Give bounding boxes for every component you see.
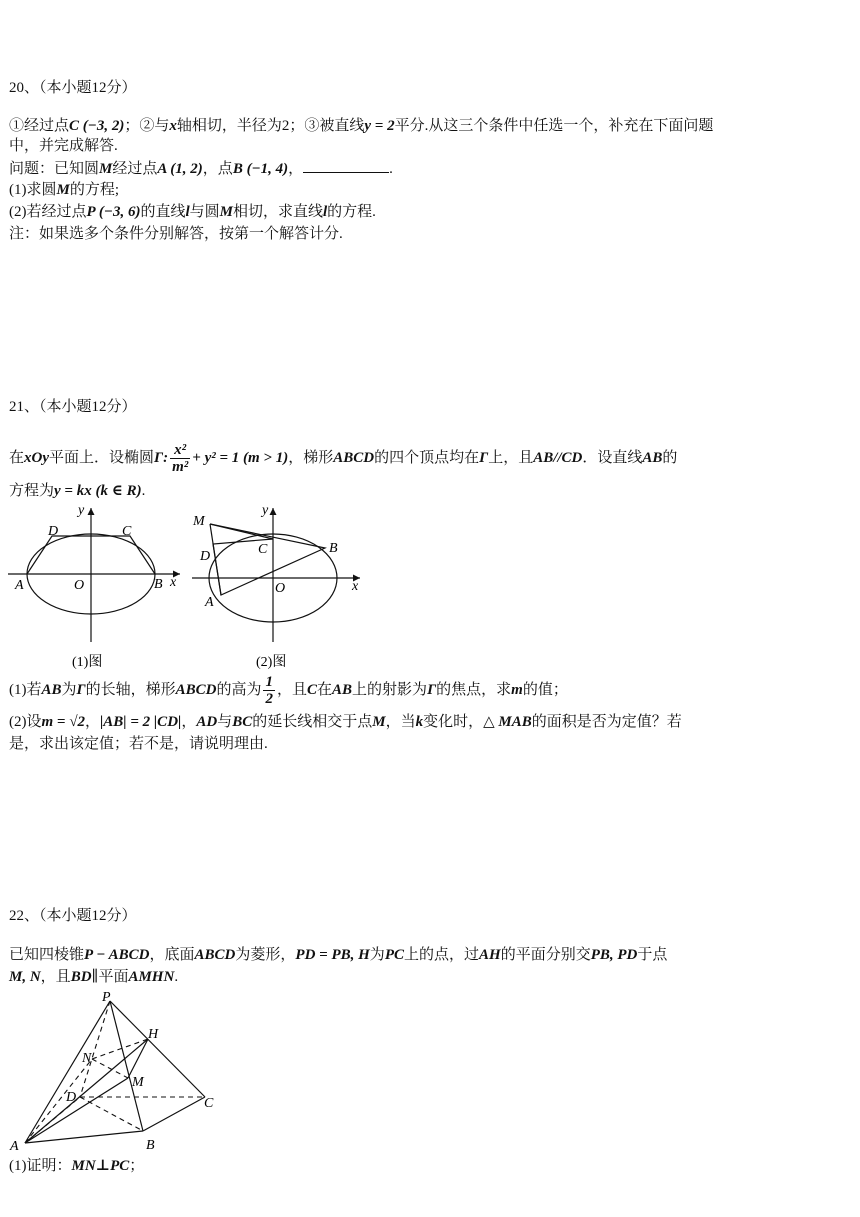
q21-text: 的焦点，求	[436, 682, 512, 698]
q21-text: ，当	[385, 714, 416, 730]
segment-am	[25, 1078, 128, 1143]
q21-math: Γ	[76, 682, 86, 698]
q20-problem-line	[9, 158, 393, 179]
q20-part1	[9, 180, 119, 200]
q22-text: (1)证明：	[9, 1158, 72, 1174]
x-label: x	[170, 575, 177, 590]
q21-text: 在	[317, 682, 333, 698]
q20-text: (1)求圆	[9, 182, 57, 198]
q21-text: 的高为	[216, 682, 262, 698]
origin-label: O	[74, 578, 85, 593]
q21-math: △ MAB	[483, 714, 532, 730]
q21-text: ，	[181, 714, 197, 730]
q22-line2	[9, 967, 178, 987]
q21-math: xOy	[24, 450, 50, 466]
q21-math: y = kx (k ∈ R)	[54, 483, 142, 499]
y-label: y	[78, 503, 85, 518]
q22-math: ABCD	[194, 947, 236, 963]
q21-text: ．设直线	[582, 450, 643, 466]
figure-1	[8, 503, 180, 670]
answer-blank	[303, 158, 389, 173]
q22-text: 上的点，过	[403, 947, 479, 963]
q21-text: 方程为	[9, 483, 55, 499]
q21-math: M	[372, 714, 386, 730]
q20-text: 相切，求直线	[232, 204, 323, 220]
q20-text: ，点	[202, 161, 233, 177]
q22-part1	[9, 1156, 144, 1176]
edge-pc	[110, 1001, 205, 1097]
edge-ab	[25, 1131, 143, 1143]
q21-math: m	[511, 682, 523, 698]
q20-text: 的直线	[140, 204, 186, 220]
q21-text: 上，且	[488, 450, 534, 466]
q20-math: M	[99, 161, 113, 177]
vertex-a-label: A	[10, 1139, 19, 1154]
q21-text: 与	[217, 714, 233, 730]
q22-text: ，底面	[149, 947, 195, 963]
q20-text: 与圆	[189, 204, 220, 220]
q20-text: 轴相切，半径为2；③被直线	[176, 118, 365, 134]
fraction-denominator: 2	[265, 691, 273, 708]
q22-text: ；	[129, 1158, 145, 1174]
q20-math: C (−3, 2)	[69, 118, 125, 134]
q22-text: 已知四棱锥	[9, 947, 85, 963]
segment-nm	[92, 1059, 128, 1078]
q21-setup-line	[9, 440, 677, 476]
q22-math: BD	[70, 969, 92, 985]
edge-pb	[110, 1001, 143, 1131]
q20-text: ①经过点	[9, 118, 70, 134]
q21-part2	[9, 712, 682, 732]
q20-math: P (−3, 6)	[86, 204, 141, 220]
diagonal-bd	[80, 1097, 143, 1131]
q21-math: AD	[196, 714, 218, 730]
q22-text: 为	[369, 947, 385, 963]
q20-math: x	[169, 118, 177, 134]
q20-conditions-line	[9, 116, 713, 136]
q21-text: .	[141, 483, 146, 499]
q21-math: C	[307, 682, 318, 698]
edge-pa	[25, 1001, 110, 1143]
q21-part1	[9, 672, 568, 708]
point-c-label: C	[258, 542, 268, 557]
q22-text: 的平面分别交	[500, 947, 591, 963]
q20-text: (2)若经过点	[9, 204, 87, 220]
q22-math: M, N	[9, 969, 41, 985]
vertex-b-label: B	[146, 1138, 155, 1153]
q21-text: 的	[662, 450, 678, 466]
x-label: x	[352, 579, 359, 594]
q21-math: + y² = 1 (m > 1)	[192, 450, 289, 466]
y-label: y	[262, 503, 269, 518]
point-a-label: A	[15, 578, 24, 593]
q21-math: AB//CD	[533, 450, 583, 466]
q20-math: l	[185, 204, 190, 220]
q21-text: 的值；	[522, 682, 568, 698]
q20-text: ，	[288, 161, 304, 177]
point-m-label: M	[132, 1075, 144, 1090]
q20-math: B (−1, 4)	[232, 161, 289, 177]
edge-pd	[80, 1001, 110, 1097]
q22-text: 为菱形，	[235, 947, 296, 963]
q20-note: 注：如果选多个条件分别解答，按第一个解答计分.	[9, 226, 343, 242]
point-c-label: C	[122, 524, 132, 539]
q20-math: A (1, 2)	[157, 161, 203, 177]
q21-text: (2)设	[9, 714, 42, 730]
fraction-denominator: m²	[172, 459, 189, 476]
q21-math: ABCD	[333, 450, 375, 466]
q20-text: 问题：已知圆	[9, 161, 100, 177]
q21-text: ，	[84, 714, 100, 730]
q21-text: ，且	[276, 682, 307, 698]
q22-math: AH	[479, 947, 501, 963]
q20-header: 20、（本小题12分）	[9, 80, 137, 96]
q21-text: (1)若	[9, 682, 42, 698]
q21-math: m = √2	[41, 714, 85, 730]
q22-text: ∥平面	[91, 969, 129, 985]
point-m-label: M	[193, 514, 205, 529]
edge-bc	[143, 1097, 205, 1131]
figure-1-caption: (1)图	[72, 655, 103, 670]
q22-text: 于点	[637, 947, 668, 963]
q21-math: Γ	[427, 682, 437, 698]
q21-math: BC	[232, 714, 253, 730]
pyramid-figure	[0, 987, 230, 1157]
q21-part2-cont: 是，求出该定值；若不是，请说明理由.	[9, 736, 268, 752]
q20-text: ；②与	[124, 118, 170, 134]
vertex-p-label: P	[102, 990, 111, 1005]
q22-setup-line	[9, 945, 667, 965]
q21-math: Γ	[479, 450, 489, 466]
origin-label: O	[275, 581, 286, 596]
q21-line-equation	[9, 481, 145, 501]
q21-math: |AB| = 2 |CD|	[99, 714, 182, 730]
q21-figures	[0, 500, 370, 672]
q20-math: M	[219, 204, 233, 220]
q21-text: 上的射影为	[352, 682, 428, 698]
q20-math: l	[323, 204, 328, 220]
q21-text: 的长轴，梯形	[85, 682, 176, 698]
q20-text: 的方程;	[69, 182, 120, 198]
point-b-label: B	[329, 541, 338, 556]
q21-text: 在	[9, 450, 25, 466]
q20-text: 经过点	[112, 161, 158, 177]
point-d-label: D	[48, 524, 59, 539]
point-b-label: B	[154, 577, 163, 592]
vertex-c-label: C	[204, 1096, 214, 1111]
fraction-numerator: 1	[265, 674, 273, 691]
q20-text: .	[389, 161, 393, 177]
q21-text: 变化时，	[423, 714, 484, 730]
figure-2-caption: (2)图	[256, 655, 287, 670]
q22-math: PD = PB, H	[295, 947, 370, 963]
point-d-label: D	[200, 549, 211, 564]
q22-math: P − ABCD	[84, 947, 150, 963]
vertex-d-label: D	[66, 1090, 77, 1105]
q21-math: AB	[332, 682, 353, 698]
segment-an	[25, 1059, 92, 1143]
q21-math: ABCD	[175, 682, 217, 698]
ellipse-fraction	[170, 442, 190, 475]
q20-text: 平分.从这三个条件中任选一个，补充在下面问题	[394, 118, 714, 134]
q22-math: PC	[384, 947, 404, 963]
q21-math: Γ:	[154, 450, 169, 466]
q22-text: .	[174, 969, 179, 985]
q21-text: 为	[61, 682, 77, 698]
line-ma	[210, 524, 221, 595]
q22-math: AMHN	[128, 969, 175, 985]
q22-header: 22、（本小题12分）	[9, 908, 137, 924]
height-fraction	[263, 674, 275, 707]
q22-text: ，且	[40, 969, 71, 985]
point-h-label: H	[148, 1027, 159, 1042]
line-mc	[210, 524, 273, 539]
figure-2	[192, 503, 360, 670]
q20-math: M	[56, 182, 70, 198]
q20-line2: 中，并完成解答.	[9, 138, 118, 154]
q21-math: AB	[41, 682, 62, 698]
q21-math: AB	[642, 450, 663, 466]
fraction-numerator: x²	[170, 442, 190, 459]
q20-math: y = 2	[364, 118, 395, 134]
q21-header: 21、（本小题12分）	[9, 399, 137, 415]
q21-text: 的四个顶点均在	[374, 450, 480, 466]
q20-part2	[9, 202, 376, 222]
q20-text: 的方程.	[327, 204, 376, 220]
q21-text: 平面上．设椭圆	[49, 450, 155, 466]
q22-math: MN⊥PC	[71, 1158, 130, 1174]
point-a-label: A	[205, 595, 214, 610]
q21-math: k	[415, 714, 424, 730]
q21-text: 的延长线相交于点	[252, 714, 373, 730]
q21-text: ，梯形	[288, 450, 334, 466]
point-n-label: N	[82, 1051, 92, 1066]
segment-mh	[128, 1039, 148, 1078]
q21-text: 的面积是否为定值？若	[531, 714, 682, 730]
q22-math: PB, PD	[590, 947, 638, 963]
